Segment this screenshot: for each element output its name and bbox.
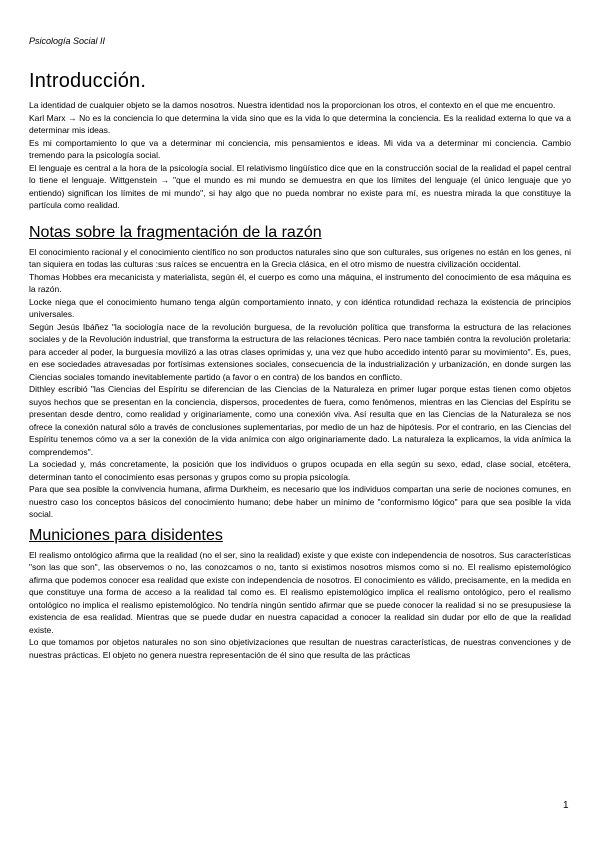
paragraph: El realismo ontológico afirma que la realidad (no el ser, sino la realidad) existe y que existe con independencia de nosotros. Sus características "son las que son", las observemos o no, las conozcamos o no, tanto si existimos nosotros mismos como si no. El realismo epistemológico afirma que podemos conocer esa realidad que existe con independencia de nosotros. El conocimiento es válido, precisamente, en la medida en que constituye una forma de acceso a la realidad tal como es. El realismo epistemológico implica el realismo ontológico, pero el realismo ontológico no implica el realismo epistemológico. No tendría ningún sentido afirmar que se puede conocer la realidad si no se presupusiese la existencia de esa realidad. Mientras que se puede dudar en nuestra capacidad a conocer la realidad sin dudar por ello de que la realidad existe.: [29, 549, 571, 635]
paragraph: Según Jesús Ibáñez "la sociología nace de la revolución burguesa, de la revolución política que transforma la estructura de las relaciones sociales y de la Revolución industrial, que transforma la estructura de las relaciones técnicas. Pero nace también contra la revolución proletaria: para acceder al poder, la burguesía movilizó a las otras clases oprimidas y, una vez que hubo accedido intentó parar su movimiento". Es, pues, en ese sociedades atravesadas por fortísimas extensiones sociales, consecuencia de la industrialización y urbanización, en donde surgen las Ciencias sociales tomando inevitablemente partido (a favor o en contra) de los bandos en conflicto.: [29, 321, 571, 382]
paragraph: Para que sea posible la convivencia humana, afirma Durkheim, es necesario que los individuos compartan una serie de nociones comunes, en nuestro caso los conceptos básicos del conocimiento humano; debe haber un mínimo de "conformismo lógico" para que sea posible la vida social.: [29, 484, 571, 519]
paragraph: Thomas Hobbes era mecanicista y materialista, según él, el cuerpo es como una máquina, el instrumento del conocimiento de esa máquina es la razón.: [29, 271, 571, 294]
paragraph: La identidad de cualquier objeto se la damos nosotros. Nuestra identidad nos la proporcionan los otros, el contexto en el que me encuentro.: [29, 100, 556, 110]
section-title-introduccion: Introducción.: [29, 70, 147, 92]
section-title-municiones: Municiones para disidentes: [29, 526, 223, 544]
paragraph: El conocimiento racional y el conocimiento científico no son productos naturales sino que son culturales, sus orígenes no están en los genes, ni tan siquiera en todas las culturas :sus raíces se encuentra en la Grecia clásica, en el otro mismo de nuestra civilización occidental.: [29, 246, 571, 269]
paragraph: La sociedad y, más concretamente, la posición que los individuos o grupos ocupada en ella según su sexo, edad, clase social, etcétera, determinan tanto el conocimiento esas personas y grupos como su propia psicología.: [29, 459, 571, 482]
paragraph: Dithley escribió "las Ciencias del Espíritu se diferencian de las Ciencias de la Naturaleza en primer lugar porque estas tienen como objetos suyos hechos que se presentan en la conciencia, dispersos, procedentes de fuera, como fenómenos, mientras en las Ciencias del Espíritu se presentan desde dentro, como realidad y originariamente, como una conexión viva. Así resulta que en las Ciencias de la Naturaleza se nos ofrece la conexión natural sólo a través de conclusiones suplementarias, por medio de un haz de hipótesis. Por el contrario, en las Ciencias del Espíritu tenemos cómo va a ser la conexión de la vida anímica con algo originariamente dado. La naturaleza la explicamos, la vida anímica la comprendemos".: [29, 384, 571, 457]
paragraph: Es mi comportamiento lo que va a determinar mi conciencia, mis pensamientos e ideas. Mi vida va a determinar mi conciencia. Cambio tremendo para la psicología social.: [29, 137, 571, 160]
section-title-fragmentacion: Notas sobre la fragmentación de la razón: [29, 223, 322, 241]
paragraph: Karl Marx → No es la conciencia lo que determina la vida sino que es la vida lo que determina la conciencia. Es la realidad externa lo que va a determinar mis ideas.: [29, 112, 571, 135]
running-header: Psicología Social II: [29, 36, 106, 46]
paragraph: El lenguaje es central a la hora de la psicología social. El relativismo lingüístico dice que en la construcción social de la realidad el papel central lo tiene el lenguaje. Wittgenstein → "que el mundo es mi mundo se demuestra en que los límites del lenguaje (el único lenguaje que yo entiendo) significan los límites de mi mundo", si hay algo que no pueda nombrar no existe para mí, es nuestra mirada la que constituye la partícula como realidad.: [29, 162, 571, 210]
document-body: [29, 64, 571, 661]
page-number: 1: [563, 800, 569, 811]
paragraph: Locke niega que el conocimiento humano tenga algún comportamiento innato, y con idéntica rotundidad rechaza la existencia de principios universales.: [29, 296, 571, 319]
paragraph: Lo que tomamos por objetos naturales no son sino objetivizaciones que resultan de nuestras características, de nuestras convenciones y de nuestras prácticas. El objeto no genera nuestra representación de él sino que resulta de las prácticas: [29, 637, 571, 660]
